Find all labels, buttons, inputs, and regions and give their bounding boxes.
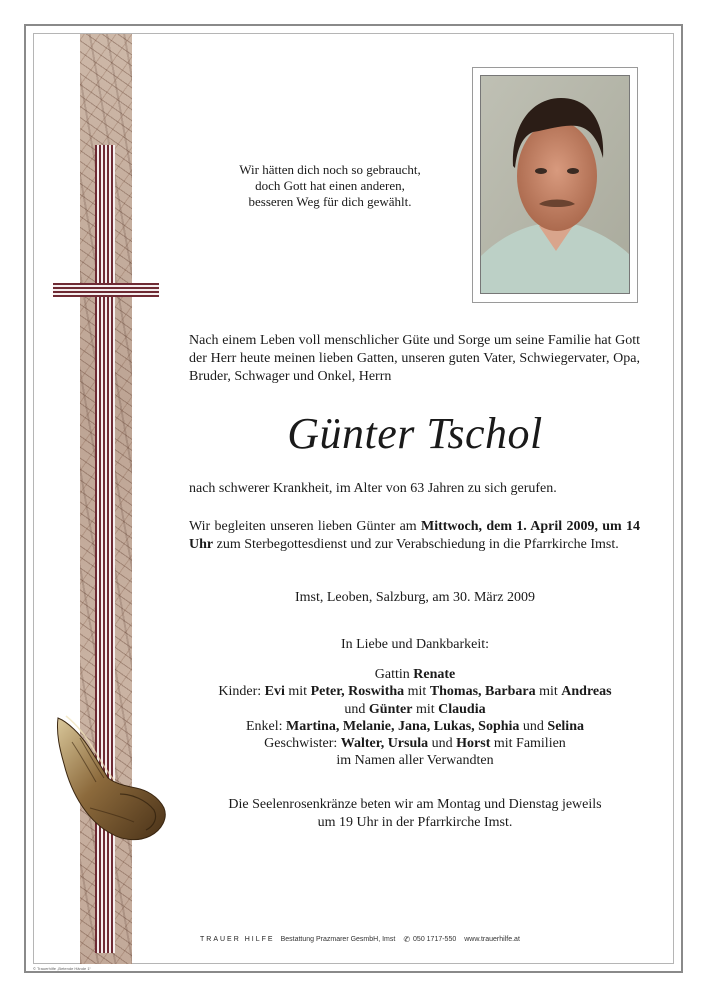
family-label: Enkel: xyxy=(246,718,287,734)
footer-phone: 050 1717-550 xyxy=(413,936,457,943)
family-connector: mit xyxy=(535,684,562,700)
family-connector: mit xyxy=(412,701,439,717)
family-connector: und xyxy=(344,701,369,717)
family-connector: mit xyxy=(284,684,311,700)
age-text: nach schwerer Krankheit, im Alter von 63 Jahren zu sich gerufen. xyxy=(189,481,557,496)
family-label: Geschwister: xyxy=(264,736,341,752)
family-line-grandchildren xyxy=(190,718,640,735)
family-connector: und xyxy=(428,736,457,752)
funeral-text-part: zum Sterbegottesdienst und zur Verabschiedung in die Pfarrkirche Imst. xyxy=(213,537,619,552)
thanks-line: In Liebe und Dankbarkeit: xyxy=(340,637,490,652)
family-label: Kinder: xyxy=(218,684,265,700)
family-line-relatives: im Namen aller Verwandten xyxy=(336,753,494,769)
cross-beam xyxy=(53,283,159,297)
family-name: Selina xyxy=(547,718,584,734)
funeral-text-part: Wir begleiten unseren lieben Günter am xyxy=(189,519,421,534)
family-name: Peter, Roswitha xyxy=(310,684,405,700)
family-name: Horst xyxy=(456,736,491,752)
funeral-date: Mittwoch, dem 1. April 2009, um 14 Uhr xyxy=(189,519,640,552)
quote xyxy=(200,162,460,210)
portrait-photo xyxy=(480,75,630,294)
copyright-note: © Trauerhilfe „Betende Hände 1“ xyxy=(33,966,91,971)
rosary-text xyxy=(190,796,640,832)
announcement-text: Nach einem Leben voll menschlicher Güte und Sorge um seine Familie hat Gott der Herr heute meinen lieben Gatten, unseren guten Vater, Schwiegervater, Opa, Bruder, Schwager und Onkel, Herrn xyxy=(189,333,640,384)
family-name: Renate xyxy=(413,667,456,682)
family-connector: mit Familien xyxy=(490,736,566,752)
praying-hands-icon xyxy=(50,712,170,847)
family-name: Thomas, Barbara xyxy=(429,684,536,700)
family-label: Gattin xyxy=(374,667,414,682)
family-line-wife xyxy=(190,666,640,683)
phone-icon: ✆ xyxy=(403,935,411,944)
quote-line: besseren Weg für dich gewählt. xyxy=(248,194,412,209)
family-line-children xyxy=(190,683,640,700)
family-list xyxy=(190,666,640,770)
footer-company: Bestattung Prazmarer GesmbH, Imst xyxy=(280,936,396,943)
place-date: Imst, Leoben, Salzburg, am 30. März 2009 xyxy=(294,590,536,605)
family-connector: mit xyxy=(404,684,430,700)
family-name: Günter xyxy=(368,701,413,717)
rosary-line: um 19 Uhr in der Pfarrkirche Imst. xyxy=(317,815,513,830)
footer-website[interactable]: www.trauerhilfe.at xyxy=(464,936,520,943)
quote-line: Wir hätten dich noch so gebraucht, xyxy=(239,162,421,177)
family-connector: und xyxy=(519,718,548,734)
family-name: Claudia xyxy=(438,701,486,717)
family-name: Andreas xyxy=(561,684,612,700)
deceased-name: Günter Tschol xyxy=(287,409,543,458)
family-name: Walter, Ursula xyxy=(340,736,429,752)
quote-line: doch Gott hat einen anderen, xyxy=(255,178,405,193)
footer xyxy=(200,935,640,944)
family-line-children-2 xyxy=(190,701,640,718)
family-name: Martina, Melanie, Jana, Lukas, Sophia xyxy=(286,718,520,734)
rosary-line: Die Seelenrosenkränze beten wir am Montag und Dienstag jeweils xyxy=(228,797,602,812)
trauerhilfe-logo: TRAUER HILFE xyxy=(200,936,275,943)
family-line-siblings xyxy=(190,735,640,752)
family-name: Evi xyxy=(264,684,285,700)
funeral-text xyxy=(189,518,640,554)
